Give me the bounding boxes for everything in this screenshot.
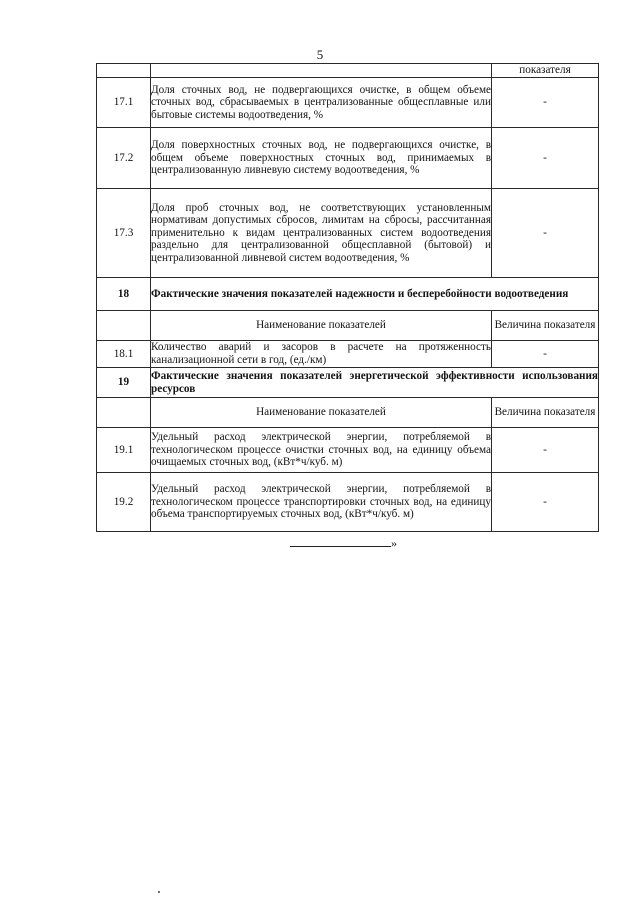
row-value: -	[492, 341, 599, 368]
row-number-cell	[97, 311, 151, 341]
closing-line	[290, 536, 397, 550]
row-number: 19.1	[97, 428, 151, 473]
row-value: -	[492, 473, 599, 532]
page-number: 5	[316, 47, 324, 62]
row-number-cell	[97, 398, 151, 428]
row-value: -	[492, 78, 599, 128]
row-number: 18.1	[97, 341, 151, 368]
section-number: 18	[97, 278, 151, 311]
value-header-continuation: показателя	[492, 64, 599, 78]
row-value: -	[492, 189, 599, 278]
table-row	[97, 189, 599, 278]
row-description: Удельный расход электрической энергии, потребляемой в технологическом процессе очистки сточных вод, на единицу объема очищаемых сточных вод, (кВт*ч/куб. м)	[151, 428, 492, 473]
section-header-row	[97, 368, 599, 398]
column-header-row	[97, 398, 599, 428]
closing-quote: »	[391, 536, 397, 550]
row-description: Доля поверхностных сточных вод, не подвергающихся очистке, в общем объеме поверхностных сточных вод, принимаемых в централизованную ливневую систему водоотведения, %	[151, 128, 492, 189]
table-row	[97, 341, 599, 368]
row-number: 17.3	[97, 189, 151, 278]
column-header-value: Величина показателя	[492, 311, 599, 341]
row-number: 17.2	[97, 128, 151, 189]
row-description: Доля сточных вод, не подвергающихся очистке, в общем объеме сточных вод, сбрасываемых в централизованные общесплавные или бытовые системы водоотведения, %	[151, 78, 492, 128]
row-number: 19.2	[97, 473, 151, 532]
row-value: -	[492, 128, 599, 189]
row-value: -	[492, 428, 599, 473]
scan-speck	[158, 891, 160, 893]
indicators-table	[96, 63, 599, 532]
row-description: Количество аварий и засоров в расчете на протяженность канализационной сети в год, (ед./км)	[151, 341, 491, 366]
table-row	[97, 78, 599, 128]
row-number-cell	[97, 64, 151, 78]
column-header-row	[97, 311, 599, 341]
section-number: 19	[97, 368, 151, 398]
table-row	[97, 473, 599, 532]
table-row	[97, 128, 599, 189]
row-description-cell	[151, 64, 492, 78]
table-row	[97, 428, 599, 473]
column-header-name: Наименование показателей	[151, 398, 492, 428]
section-title: Фактические значения показателей надежности и бесперебойности водоотведения	[151, 278, 599, 311]
row-description: Удельный расход электрической энергии, потребляемой в технологическом процессе транспортировки сточных вод, на единицу объема транспортируемых сточных вод, (кВт*ч/куб. м)	[151, 473, 492, 532]
column-header-value: Величина показателя	[492, 398, 599, 428]
table-row	[97, 64, 599, 78]
section-header-row	[97, 278, 599, 311]
row-description: Доля проб сточных вод, не соответствующих установленным нормативам допустимых сбросов, лимитам на сбросы, рассчитанная применительно к видам централизованных систем водоотведения раздельно для централизованной общесплавной (бытовой) и централизованной ливневой систем водоотведения, %	[151, 189, 492, 278]
column-header-name: Наименование показателей	[151, 311, 492, 341]
signature-underline	[290, 536, 391, 547]
section-title: Фактические значения показателей энергетической эффективности использования ресурсов	[151, 368, 599, 398]
row-number: 17.1	[97, 78, 151, 128]
